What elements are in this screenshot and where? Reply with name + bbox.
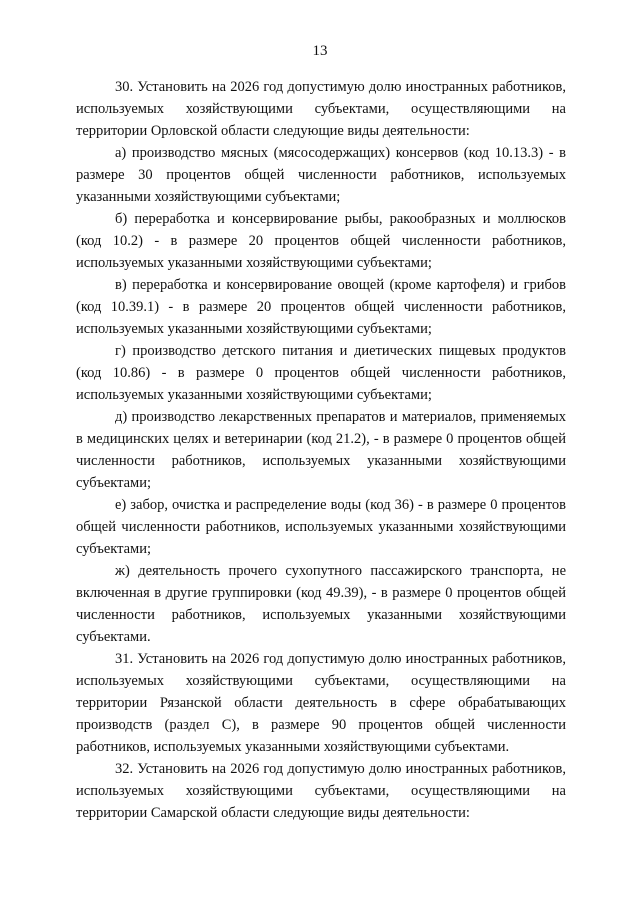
document-body xyxy=(76,76,566,824)
paragraph-subitem-b: б) переработка и консервирование рыбы, ракообразных и моллюсков (код 10.2) - в размере 20 процентов общей численности работников, используемых указанными хозяйствующими субъектами; xyxy=(76,211,566,271)
paragraph-subitem-v: в) переработка и консервирование овощей (кроме картофеля) и грибов (код 10.39.1) - в размере 20 процентов общей численности работников, используемых указанными хозяйствующими субъектами; xyxy=(76,277,566,337)
paragraph-item-31: 31. Установить на 2026 год допустимую долю иностранных работников, используемых хозяйствующими субъектами, осуществляющими на территории Рязанской области деятельность в сфере обрабатывающих производств (раздел C), в размере 90 процентов общей численности работников, используемых указанными хозяйствующими субъектами. xyxy=(76,651,566,755)
paragraph-subitem-d: д) производство лекарственных препаратов и материалов, применяемых в медицинских целях и ветеринарии (код 21.2), - в размере 0 процентов общей численности работников, используемых указанными хозяйствующими субъектами; xyxy=(76,409,566,491)
paragraph-subitem-a: а) производство мясных (мясосодержащих) консервов (код 10.13.3) - в размере 30 процентов общей численности работников, используемых указанными хозяйствующими субъектами; xyxy=(76,145,566,205)
paragraph-item-30: 30. Установить на 2026 год допустимую долю иностранных работников, используемых хозяйствующими субъектами, осуществляющими на территории Орловской области следующие виды деятельности: xyxy=(76,79,566,139)
paragraph-subitem-g: г) производство детского питания и диетических пищевых продуктов (код 10.86) - в размере 0 процентов общей численности работников, используемых указанными хозяйствующими субъектами; xyxy=(76,343,566,403)
paragraph-subitem-zh: ж) деятельность прочего сухопутного пассажирского транспорта, не включенная в другие группировки (код 49.39), - в размере 0 процентов общей численности работников, используемых указанными хозяйствующими субъектами. xyxy=(76,563,566,645)
page-number: 13 xyxy=(312,43,328,59)
paragraph-item-32: 32. Установить на 2026 год допустимую долю иностранных работников, используемых хозяйствующими субъектами, осуществляющими на территории Самарской области следующие виды деятельности: xyxy=(76,761,566,821)
paragraph-subitem-e: е) забор, очистка и распределение воды (код 36) - в размере 0 процентов общей численности работников, используемых указанными хозяйствующими субъектами; xyxy=(76,497,566,557)
